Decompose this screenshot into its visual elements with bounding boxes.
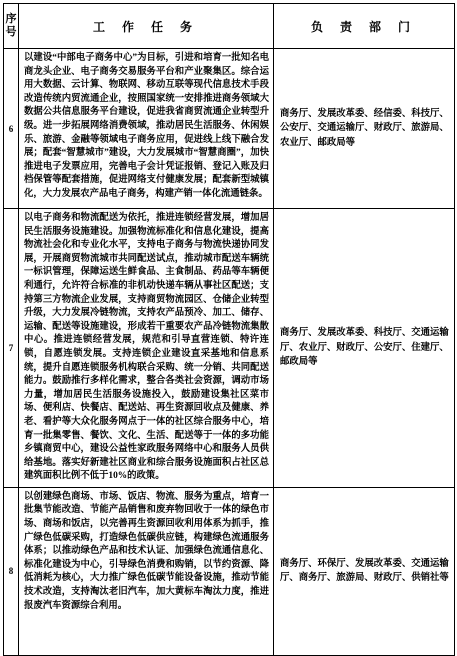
table-row [4, 209, 455, 488]
table-row [4, 49, 455, 209]
table-row [4, 487, 455, 655]
row-department: 商务厅、环保厅、发展改革委、交通运输厅、商务厅、旅游局、财政厅、供销社等 [274, 487, 455, 655]
row-task: 以电子商务和物流配送为依托，推进连锁经营发展，增加居民生活服务设施建设。加强物流标准化和信息化建设，提高物流社会化和专业化水平，支持电子商务与物流快递协同发展，开展商贸物流城市共同配送试点，推动城市配送车辆统一标识管理，保障运送生鲜食品、主食制品、药品等车辆便利通行，允许符合标准的非机动快递车辆从事社区配送；支持第三方物流企业发展，支持商贸物流园区、仓储企业转型升级，大力发展冷链物流，支持农产品预冷、加工、储存、运输、配送等设施建设，形成若干重要农产品冷链物流集散中心。推进连锁经营发展，规范和引导直营连锁、特许连锁，自愿连锁发展。支持连锁企业建设直采基地和信息系统，提升自愿连锁服务机构联合采购、统一分销、共同配送能力。鼓励推行多样化需求，整合各类社会资源，调动市场力量，增加居民生活服务设施投入，鼓励建设集社区菜市场、便利店、快餐店、配送站、再生资源回收点及健康、养老、看护等大众化服务网点于一体的社区综合服务中心，培育一批集零售、餐饮、文化、生活、配送等于一体的多功能乡镇商贸中心，建设公益性家政服务网络中心和服务人员供给基地。落实好新建社区商业和综合服务设施面积占社区总建筑面积比例不低于10%的政策。 [19, 209, 274, 488]
row-department: 商务厅、发展改革委、科技厅、交通运输厅、农业厅、财政厅、公安厅、住建厅、邮政局等 [274, 209, 455, 488]
row-number: 7 [4, 209, 19, 488]
header-task: 工 作 任 务 [19, 4, 274, 49]
row-task: 以创建绿色商场、市场、饭店、物流、服务为重点，培育一批集节能改造、节能产品销售和废弃物回收于一体的绿色市场、商场和饭店，以完善再生资源回收利用体系为抓手，推广绿色低碳采购，打造绿色低碳供应链，构建绿色流通服务体系；以推动绿色产品和技术认证、加强绿色流通信息化、标准化建设为中心，引导绿色消费和购销，以节约资源、降低消耗为核心，大力推广绿色低碳节能设备设施，推动节能技术改造，支持淘汰老旧汽车，加大黄标车淘汰力度，推进报废汽车资源综合利用。 [19, 487, 274, 655]
task-table [3, 3, 455, 656]
row-department: 商务厅、发展改革委、经信委、科技厅、公安厅、交通运输厅、财政厅、旅游局、农业厅、邮政局等 [274, 49, 455, 209]
row-task: 以建设“中部电子商务中心”为目标，引进和培育一批知名电商龙头企业、电子商务交易服务平台和产业聚集区。综合运用大数据、云计算、物联网、移动互联等现代信息技术手段改造传统内贸流通企业，按照国家统一安排推进商务领域大数据公共信息服务平台建设，促进我省商贸流通企业转型升级。进一步拓展网络消费领域，推动居民生活服务、休闲娱乐、旅游、金融等领域电子商务应用，促进线上线下融合发展；配套“智慧城市”建设，大力发展城市“智慧商圈”，加快推进电子发票应用，完善电子会计凭证报销、登记入账及归档保管等配套措施，促进网络支付健康发展；配套新型城镇化，大力发展农产品电子商务，构建产销一体化流通链条。 [19, 49, 274, 209]
header-department: 负 责 部 门 [274, 4, 455, 49]
row-number: 6 [4, 49, 19, 209]
table-header-row [4, 4, 455, 49]
row-number: 8 [4, 487, 19, 655]
header-number: 序号 [4, 4, 19, 49]
